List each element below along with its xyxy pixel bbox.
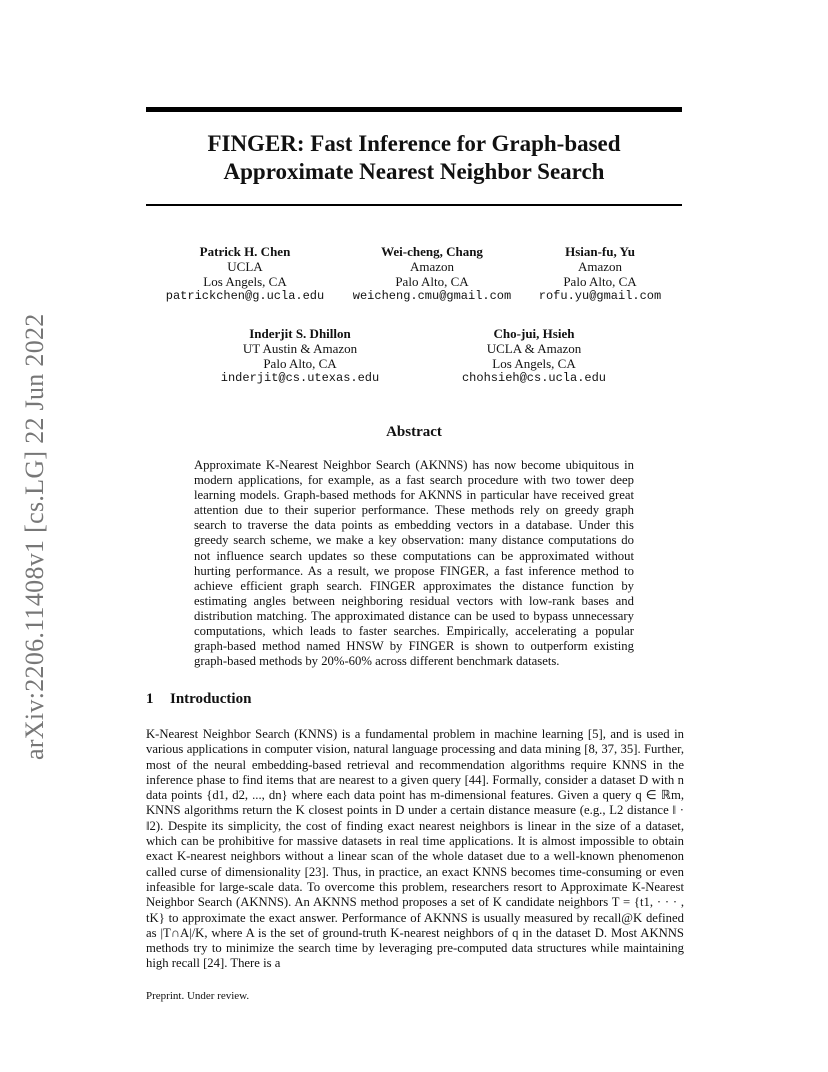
author-name: Hsian-fu, Yu (565, 244, 635, 259)
author-affiliation: Amazon (409, 259, 455, 274)
author-email[interactable]: inderjit@cs.utexas.edu (220, 371, 380, 385)
author-email[interactable]: patrickchen@g.ucla.edu (165, 289, 325, 303)
title-bottom-rule (146, 204, 682, 206)
author-name: Cho-jui, Hsieh (493, 326, 575, 341)
author-name: Patrick H. Chen (199, 244, 291, 259)
author-block (150, 244, 340, 304)
author-block (444, 326, 624, 386)
section-number: 1 (146, 691, 154, 707)
author-affiliation: Amazon (577, 259, 623, 274)
title-top-rule (146, 107, 682, 112)
author-block (340, 244, 524, 304)
author-email[interactable]: weicheng.cmu@gmail.com (352, 289, 512, 303)
section-title: Introduction (170, 691, 252, 707)
author-affiliation: UCLA (227, 259, 263, 274)
abstract-heading: Abstract (386, 424, 442, 440)
author-email[interactable]: chohsieh@cs.ucla.edu (461, 371, 607, 385)
author-location: Palo Alto, CA (263, 356, 337, 371)
author-affiliation: UCLA & Amazon (486, 341, 582, 356)
author-location: Los Angels, CA (492, 356, 576, 371)
author-location: Palo Alto, CA (563, 274, 637, 289)
author-location: Los Angels, CA (203, 274, 287, 289)
author-name: Inderjit S. Dhillon (249, 326, 351, 341)
section-heading (146, 691, 251, 708)
title-line-2: Approximate Nearest Neighbor Search (223, 159, 605, 184)
author-email[interactable]: rofu.yu@gmail.com (538, 289, 662, 303)
author-location: Palo Alto, CA (395, 274, 469, 289)
author-block (204, 326, 396, 386)
intro-text: K-Nearest Neighbor Search (KNNS) is a fundamental problem in machine learning [5], and is used in various applications in computer vision, natural language processing and data mining [8, 37, 35]. Further, most of the neural embedding-based retrieval and recommendation algorithms require KNNS in the inference phase to find items that are nearest to a given query [44]. Formally, consider a dataset D with n data points {d1, d2, ..., dn} where each data point has m-dimensional features. Given a query q ∈ ℝm, KNNS algorithms return the K closest points in D under a certain distance measure (e.g., L2 distance ‖ · ‖2). Despite its simplicity, the cost of finding exact nearest neighbors is linear in the size of a dataset, which can be prohibitive for massive datasets in real time applications. It is almost impossible to obtain exact K-nearest neighbors without a linear scan of the whole dataset due to a well-known phenomenon called curse of dimensionality [23]. Thus, in practice, an exact KNNS becomes time-consuming or even infeasible for large-scale data. To overcome this problem, researchers resort to Approximate K-Nearest Neighbor Search (AKNNS). An AKNNS method proposes a set of K candidate neighbors T = {t1, · · · , tK} to approximate the exact answer. Performance of AKNNS is usually measured by recall@K defined as |T∩A|/K, where A is the set of ground-truth K-nearest neighbors of q in the dataset D. Most AKNNS methods try to minimize the search time by leveraging pre-computed data structures while maintaining high recall [24]. There is a (146, 727, 684, 971)
author-block (524, 244, 676, 304)
paper-title (146, 130, 682, 186)
title-line-1: FINGER: Fast Inference for Graph-based (207, 131, 621, 156)
author-affiliation: UT Austin & Amazon (242, 341, 358, 356)
abstract-text: Approximate K-Nearest Neighbor Search (AKNNS) has now become ubiquitous in modern applications, for example, as a fast search procedure with two tower deep learning models. Graph-based methods for AKNNS in particular have received great attention due to their superior performance. These methods rely on greedy graph search to traverse the data points as embedding vectors in a database. Under this greedy search scheme, we make a key observation: many distance computations do not influence search updates so these computations can be approximated without hurting performance. As a result, we propose FINGER, a fast inference method to achieve efficient graph search. FINGER approximates the distance function by estimating angles between neighboring residual vectors with low-rank bases and distribution matching. The approximated distance can be used to bypass unnecessary computations, which leads to faster searches. Empirically, accelerating a popular graph-based method named HNSW by FINGER is shown to outperform existing graph-based methods by 20%-60% across different benchmark datasets. (194, 458, 634, 669)
author-name: Wei-cheng, Chang (381, 244, 483, 259)
footer-note: Preprint. Under review. (146, 990, 250, 1002)
